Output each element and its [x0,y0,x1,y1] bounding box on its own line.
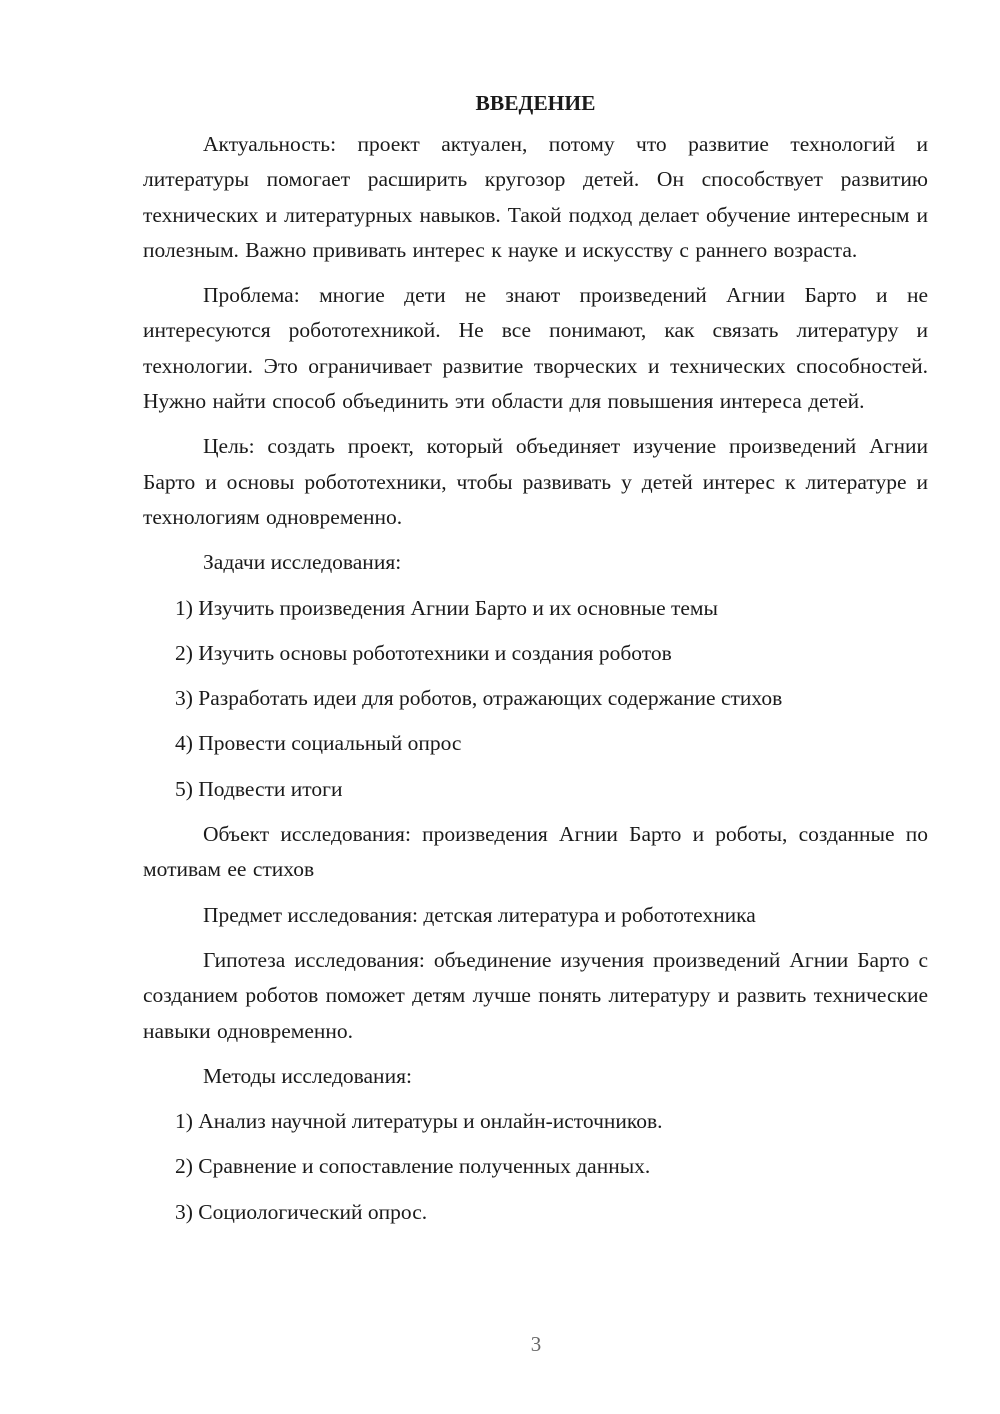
list-item: 2) Изучить основы робототехники и создания роботов [175,640,672,665]
list-item: 3) Разработать идеи для роботов, отражающих содержание стихов [175,686,783,711]
tasks-list [143,591,928,807]
page-title: ВВЕДЕНИЕ [475,91,596,115]
methods-list [143,1104,928,1230]
subject-paragraph: Предмет исследования: детская литература и робототехника [203,902,756,927]
list-item: 1) Изучить произведения Агнии Барто и их основные темы [175,595,718,620]
methods-title: Методы исследования: [203,1063,412,1088]
list-item: 5) Подвести итоги [175,776,343,801]
object-paragraph: Объект исследования: произведения Агнии Барто и роботы, созданные по мотивам ее стихов [143,822,928,882]
document-page [143,88,928,1240]
relevance-paragraph: Актуальность: проект актуален, потому что развитие технологий и литературы помогает расширить кругозор детей. Он способствует развитию технических и литературных навыков. Такой подход делает обучение интересным и полезным. Важно прививать интерес к науке и искусству с раннего возраста. [143,132,928,262]
problem-paragraph: Проблема: многие дети не знают произведений Агнии Барто и не интересуются робототехникой. Не все понимают, как связать литературу и технологии. Это ограничивает развитие творческих и технических способностей. Нужно найти способ объединить эти области для повышения интереса детей. [143,283,928,414]
list-item: 1) Анализ научной литературы и онлайн-источников. [175,1109,663,1134]
list-item: 3) Социологический опрос. [175,1199,428,1224]
tasks-title: Задачи исследования: [203,550,402,575]
goal-paragraph: Цель: создать проект, который объединяет изучение произведений Агнии Барто и основы робототехники, чтобы развивать у детей интерес к литературе и технологиям одновременно. [143,434,928,529]
list-item: 4) Провести социальный опрос [175,731,462,756]
page-number: 3 [530,1332,542,1356]
hypothesis-paragraph: Гипотеза исследования: объединение изучения произведений Агнии Барто с созданием роботов поможет детям лучше понять литературу и развить технические навыки одновременно. [143,947,928,1043]
list-item: 2) Сравнение и сопоставление полученных данных. [175,1154,651,1179]
